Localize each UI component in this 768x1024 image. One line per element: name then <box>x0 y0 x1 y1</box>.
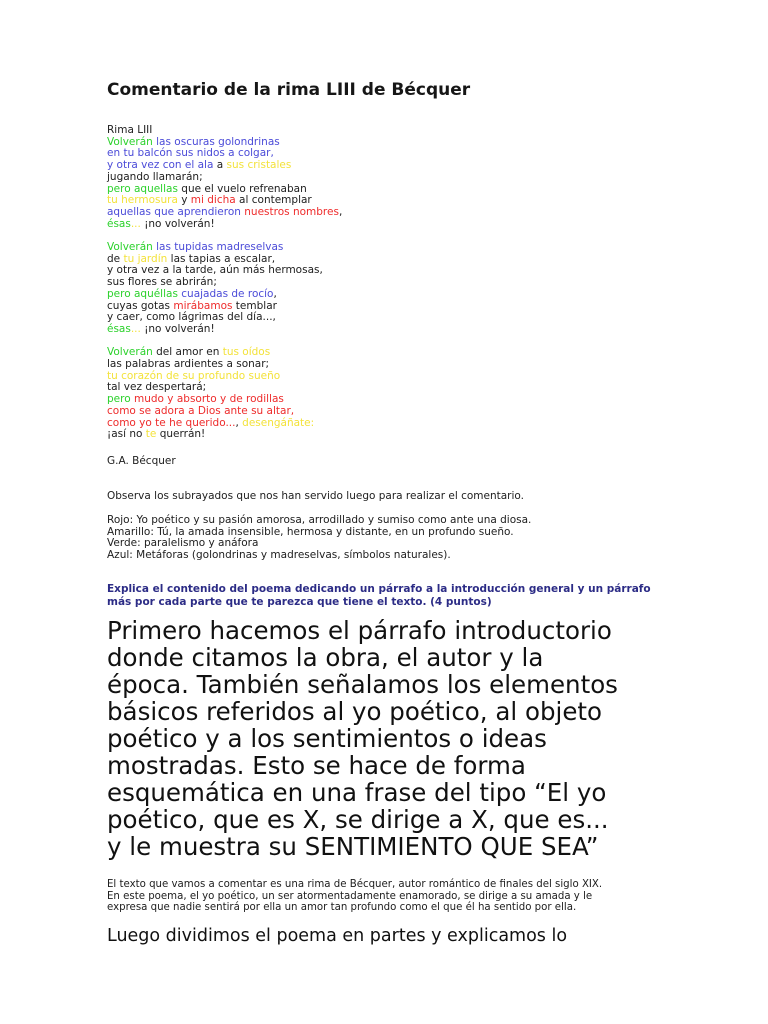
continuation-text: Luego dividimos el poema en partes y explicamos lo <box>107 926 568 946</box>
legend-red: Rojo: Yo poético y su pasión amorosa, arrodillado y sumiso como ante una diosa. <box>107 514 532 526</box>
poem-segment-red: mi dicha <box>190 194 236 207</box>
poem-segment-blue: las tupidas madreselvas <box>152 241 284 254</box>
instruction-line: y le muestra su SENTIMIENTO QUE SEA” <box>107 832 599 861</box>
legend-blue: Azul: Metáforas (golondrinas y madreselvas, símbolos naturales). <box>107 549 451 562</box>
example-paragraph <box>107 879 707 914</box>
color-legend <box>107 515 531 562</box>
poem-segment-blue: y otra vez con el ala <box>107 159 214 172</box>
legend-yellow: Amarillo: Tú, la amada insensible, hermosa y distante, en un profundo sueño. <box>107 525 514 538</box>
document-title: Comentario de la rima LIII de Bécquer <box>107 80 471 100</box>
poem-segment-black: tal vez despertará; <box>107 381 207 394</box>
poem-segment-black: y otra vez a la tarde, aún más hermosas, <box>107 264 323 277</box>
poem-segment-green: pero aquéllas <box>107 287 178 300</box>
poem-segment-black: sus flores se abrirán; <box>107 276 217 289</box>
poem-segment-black: querrán! <box>156 428 206 441</box>
poem-segment-yellow: tu hermosura <box>107 194 178 207</box>
poem-segment-black: ¡no volverán! <box>140 217 215 230</box>
poem-segment-black: que el vuelo refrenaban <box>177 182 307 195</box>
poem-segment-yellow: ... <box>130 217 141 230</box>
poem-segment-black: y caer, como lágrimas del día..., <box>107 311 276 324</box>
instruction-line: poético, que es X, se dirige a X, que es... <box>107 805 609 834</box>
poem-segment-yellow: tu jardín <box>123 252 168 265</box>
poem-segment-blue: las oscuras golondrinas <box>152 135 280 148</box>
poem <box>107 125 342 453</box>
poem-heading: Rima LIII <box>107 124 153 136</box>
poem-author: G.A. Bécquer <box>107 455 176 467</box>
poem-segment-yellow: sus cristales <box>226 159 292 172</box>
poem-segment-black: ¡no volverán! <box>140 322 215 335</box>
poem-segment-black: las palabras ardientes a sonar; <box>107 358 270 371</box>
poem-segment-yellow: te <box>145 428 157 441</box>
example-line: El texto que vamos a comentar es una rima de Bécquer, autor romántico de finales del siglo XIX. <box>107 879 603 890</box>
instruction-line: poético y a los sentimientos o ideas <box>107 724 547 753</box>
poem-segment-blue: aquellas que aprendieron <box>107 205 241 218</box>
poem-segment-green: Volverán <box>107 346 153 359</box>
poem-segment-black: a <box>213 159 227 172</box>
poem-segment-green: Volverán <box>107 241 153 254</box>
exercise-question: Explica el contenido del poema dedicando un párrafo a la introducción general y un párrafo más por cada parte que te parezca que tiene el texto. (4 puntos) <box>107 583 651 608</box>
poem-segment-yellow: tus oídos <box>222 346 271 359</box>
poem-stanza <box>107 137 342 231</box>
poem-segment-green: ésas <box>107 217 131 230</box>
poem-segment-yellow: tu corazón de su profundo sueño <box>107 369 281 382</box>
instruction-line: básicos referidos al yo poético, al objeto <box>107 697 603 726</box>
poem-segment-black: de <box>107 252 124 265</box>
instruction-paragraph <box>107 617 667 860</box>
poem-segment-red: nuestros nombres <box>244 205 339 218</box>
poem-line <box>107 219 342 231</box>
poem-segment-black: al contemplar <box>235 194 312 207</box>
poem-segment-green: pero <box>107 393 131 406</box>
instruction-line: donde citamos la obra, el autor y la <box>107 643 544 672</box>
poem-segment-black: y <box>177 194 191 207</box>
poem-line <box>107 429 342 441</box>
poem-stanza <box>107 242 342 336</box>
poem-segment-black: las tapias a escalar, <box>167 252 276 265</box>
poem-segment-red: mirábamos <box>173 299 233 312</box>
poem-segment-blue: en tu balcón sus nidos a colgar, <box>107 147 274 160</box>
instruction-line: mostradas. Esto se hace de forma <box>107 751 526 780</box>
poem-segment-black: , <box>273 287 277 300</box>
poem-segment-black: ¡así no <box>107 428 146 441</box>
example-line: En este poema, el yo poético, un ser atormentadamente enamorado, se dirige a su amada y le <box>107 890 593 902</box>
analysis-note: Observa los subrayados que nos han servido luego para realizar el comentario. <box>107 490 524 502</box>
legend-green: Verde: paralelismo y anáfora <box>107 537 259 550</box>
poem-segment-green: Volverán <box>107 135 153 148</box>
poem-segment-yellow: ... <box>130 322 141 335</box>
poem-segment-green: pero aquellas <box>107 182 178 195</box>
poem-segment-black: jugando llamarán; <box>107 170 203 183</box>
poem-segment-black: , <box>235 416 243 429</box>
poem-segment-red: como se adora a Dios ante su altar, <box>107 404 295 417</box>
poem-segment-black: , <box>338 205 343 218</box>
poem-segment-black: cuyas gotas <box>107 299 174 312</box>
instruction-line: esquemática en una frase del tipo “El yo <box>107 778 607 807</box>
poem-stanza <box>107 347 342 441</box>
poem-segment-blue: cuajadas de rocío <box>177 287 274 300</box>
instruction-line: Primero hacemos el párrafo introductorio <box>107 616 612 645</box>
instruction-line: época. También señalamos los elementos <box>107 670 618 699</box>
poem-line <box>107 324 342 336</box>
poem-segment-red: mudo y absorto y de rodillas <box>130 393 284 406</box>
poem-segment-black: temblar <box>232 299 277 312</box>
poem-stanzas <box>107 137 342 441</box>
poem-segment-green: ésas <box>107 322 131 335</box>
poem-segment-red: como yo te he querido... <box>107 416 236 429</box>
example-line: expresa que nadie sentirá por ella un amor tan profundo como el que él ha sentido por ella. <box>107 902 577 914</box>
poem-segment-yellow: desengáñate: <box>242 416 315 429</box>
poem-segment-black: del amor en <box>152 346 223 359</box>
